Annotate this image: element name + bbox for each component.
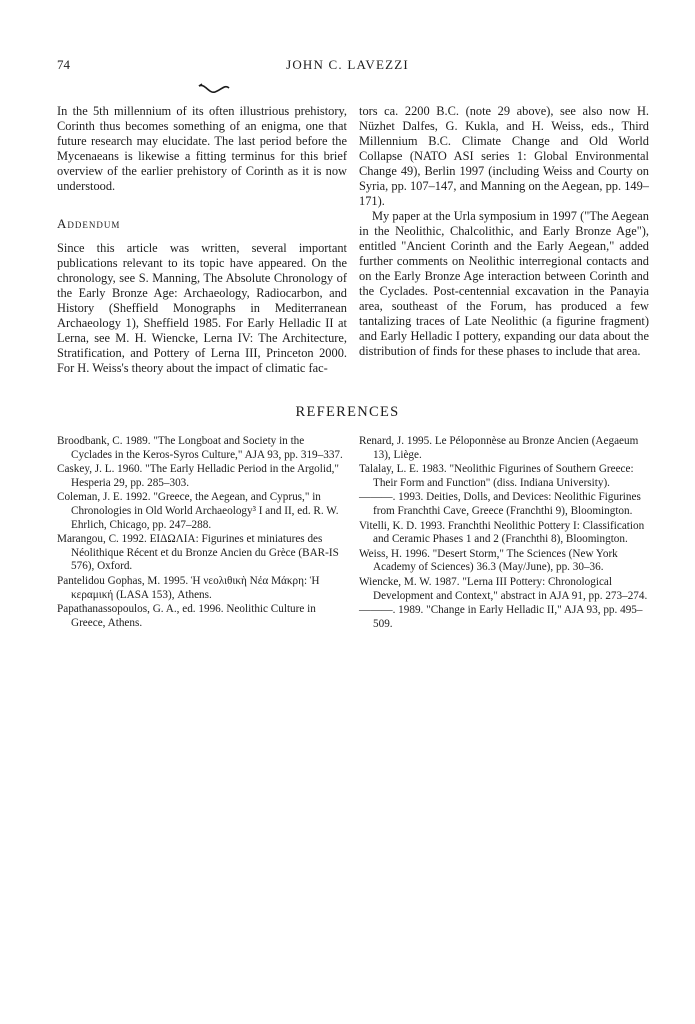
reference-entry: Weiss, H. 1996. "Desert Storm," The Sciences (New York Academy of Sciences) 36.3 (May/June), pp. 30–36. (359, 547, 618, 574)
reference-entry: Wiencke, M. W. 1987. "Lerna III Pottery: Chronological Development and Context," abstract in AJA 91, pp. 273–274. (359, 575, 648, 602)
body-paragraph: In the 5th millennium of its often illustrious prehistory, Corinth thus becomes something of an enigma, one that future research may elucidate. The last period before the Mycenaeans is likewise a fitting terminus for this brief overview of the earlier prehistory of Corinth as it is now understood. (57, 104, 347, 193)
reference-entry: Marangou, C. 1992. ΕΙΔΩΛΙΑ: Figurines et miniatures des Néolithique Récent et du Bronze Ancien du Grèce (BAR-IS 576), Oxford. (57, 533, 339, 573)
reference-entry: Coleman, J. E. 1992. "Greece, the Aegean, and Cyprus," in Chronologies in Old World Archaeology³ I and II, ed. R. W. Ehrlich, Chicago, pp. 247–288. (57, 491, 339, 531)
running-head: JOHN C. LAVEZZI (286, 57, 409, 72)
reference-entry: Caskey, J. L. 1960. "The Early Helladic Period in the Argolid," Hesperia 29, pp. 285–303. (57, 463, 339, 489)
reference-entry: Broodbank, C. 1989. "The Longboat and Society in the Cyclades in the Keros-Syros Culture," AJA 93, pp. 319–337. (57, 435, 343, 461)
reference-entry: Talalay, L. E. 1983. "Neolithic Figurines of Southern Greece: Their Form and Function" (diss. Indiana University). (359, 463, 634, 489)
reference-entry: Pantelidou Gophas, M. 1995. Ἡ νεολιθικὴ Νέα Μάκρη: Ἡ κεραμική (LASA 153), Athens. (57, 574, 320, 601)
section-ornament-icon (197, 82, 231, 96)
body-paragraph: My paper at the Urla symposium in 1997 ("The Aegean in the Neolithic, Chalcolithic, and Early Bronze Age"), entitled "Ancient Corinth and the Early Aegean," added further comments on Neolithic interregional contacts and on the Early Bronze Age interaction between Corinth and the Cyclades. Post-centennial excavation in the Panayia area, southeast of the Forum, has produced a few tantalizing traces of Late Neolithic (a figurine fragment) and Early Helladic I pottery, expanding our data about the distribution of finds for these phases to include that area. (359, 209, 649, 358)
addendum-heading: Addendum (57, 216, 121, 231)
reference-entry: Vitelli, K. D. 1993. Franchthi Neolithic Pottery I: Classification and Ceramic Phases 1 and 2 (Franchthi 8), Bloomington. (359, 519, 645, 546)
reference-entry: ———. 1993. Deities, Dolls, and Devices: Neolithic Figurines from Franchthi Cave, Greece (Franchthi 9), Bloomington. (359, 491, 641, 517)
left-column (57, 104, 347, 376)
right-column (359, 104, 649, 359)
references-right (359, 435, 649, 632)
reference-entry: Renard, J. 1995. Le Péloponnèse au Bronze Ancien (Aegaeum 13), Liège. (359, 435, 639, 461)
references-heading: REFERENCES (295, 404, 400, 420)
references-left (57, 435, 347, 631)
body-paragraph: Since this article was written, several important publications relevant to its topic have appeared. On the chronology, see S. Manning, The Absolute Chronology of the Early Bronze Age: Archaeology, Radiocarbon, and History (Sheffield Monographs in Mediterranean Archaeology 1), Sheffield 1985. For Early Helladic II at Lerna, see M. H. Wiencke, Lerna IV: The Architecture, Stratification, and Pottery of Lerna III, Princeton 2000. For H. Weiss's theory about the impact of climatic fac- (57, 241, 347, 375)
reference-entry: Papathanassopoulos, G. A., ed. 1996. Neolithic Culture in Greece, Athens. (57, 603, 316, 629)
page-number: 74 (57, 57, 70, 72)
reference-entry: ———. 1989. "Change in Early Helladic II," AJA 93, pp. 495–509. (359, 604, 643, 630)
body-paragraph: tors ca. 2200 B.C. (note 29 above), see also now H. Nüzhet Dalfes, G. Kukla, and H. Weiss, eds., Third Millennium B.C. Climate Change and Old World Collapse (NATO ASI series 1: Global Environmental Change 49), Berlin 1997 (including Weiss and Courty on Syria, pp. 107–147, and Manning on the Aegean, pp. 149–171). (359, 104, 649, 208)
